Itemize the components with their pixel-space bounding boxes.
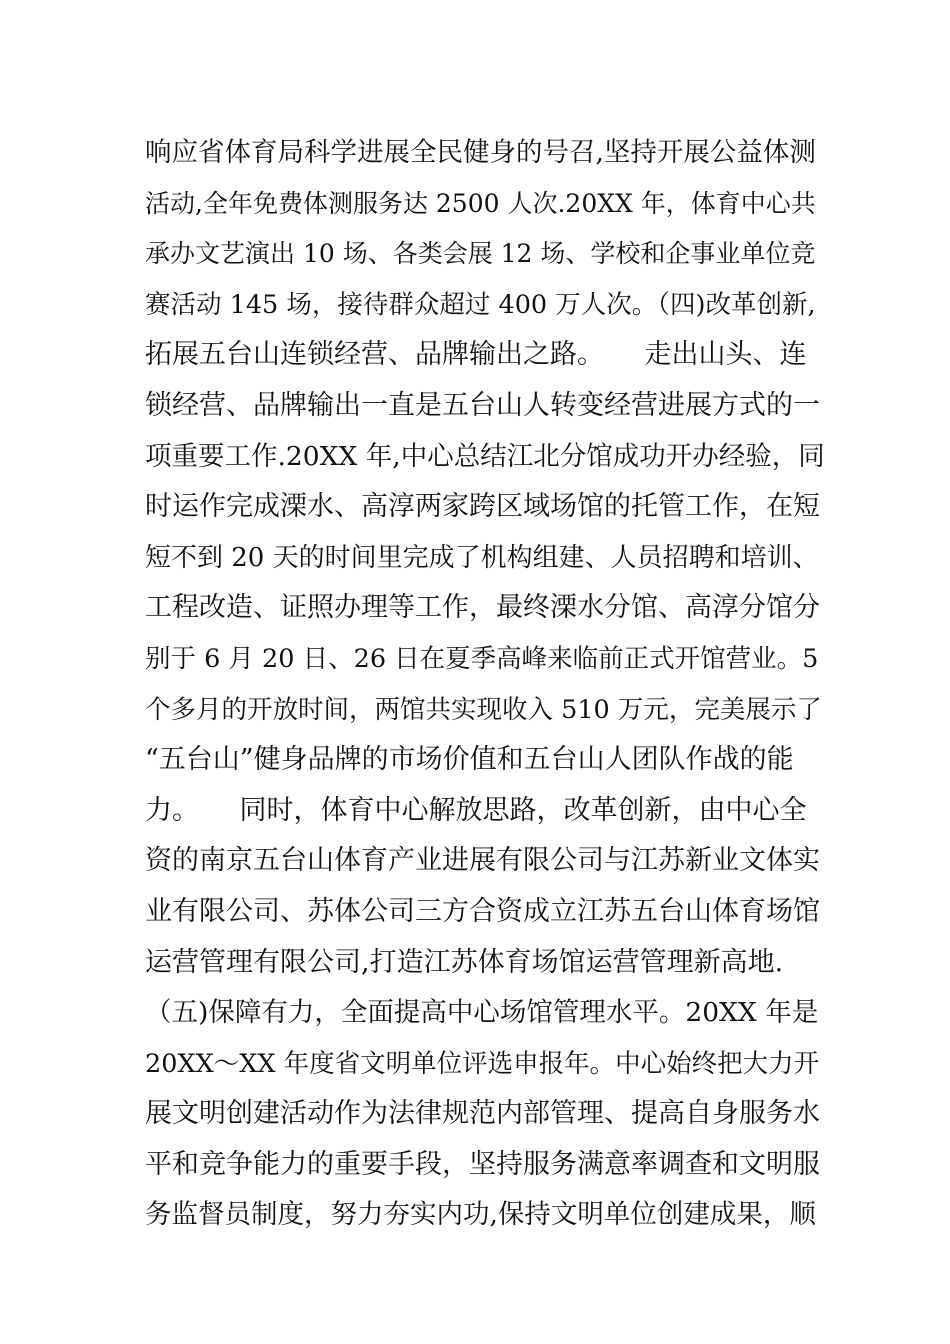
text-line-13: “五台山”健身品牌的市场价值和五台山人团队作战的能 [145,744,794,776]
text-line-21: 平和竞争能力的重要手段，坚持服务满意率调查和文明服 [145,1148,820,1180]
text-line-17: 运营管理有限公司,打造江苏体育场馆运营管理新高地. [145,946,784,978]
body-text [145,128,825,1241]
text-line-20: 展文明创建活动作为法律规范内部管理、提高自身服务水 [145,1098,820,1130]
text-line-12: 个多月的开放时间，两馆共实现收入 510 万元，完美展示了 [145,694,822,725]
text-line-10: 工程改造、证照办理等工作，最终溧水分馆、高淳分馆分 [145,592,820,624]
text-line-1: 响应省体育局科学进展全民健身的号召,坚持开展公益体测 [145,137,816,168]
text-line-7: 项重要工作.20XX 年,中心总结江北分馆成功开办经验，同 [145,440,825,472]
text-line-5: 拓展五台山连锁经营、品牌输出之路。 走出山头、连 [145,339,807,371]
text-line-14: 力。 同时，体育中心解放思路，改革创新，由中心全 [145,794,807,826]
text-line-22: 务监督员制度，努力夯实内功,保持文明单位创建成果，顺 [145,1199,816,1231]
text-line-6: 锁经营、品牌输出一直是五台山人转变经营进展方式的一 [145,389,820,421]
text-line-11: 别于 6 月 20 日、26 日在夏季高峰来临前正式开馆营业。5 [145,643,819,674]
text-line-8: 时运作完成溧水、高淳两家跨区域场馆的托管工作，在短 [145,491,820,523]
text-line-15: 资的南京五台山体育产业进展有限公司与江苏新业文体实 [145,845,820,877]
text-line-4: 赛活动 145 场，接待群众超过 400 万人次。（四)改革创新, [145,289,816,320]
text-line-3: 承办文艺演出 10 场、各类会展 12 场、学校和企事业单位竞 [145,239,816,269]
text-line-9: 短不到 20 天的时间里完成了机构组建、人员招聘和培训、 [145,542,819,573]
text-line-19: 20XX～XX 年度省文明单位评选申报年。中心始终把大力开 [145,1048,820,1079]
text-line-16: 业有限公司、苏体公司三方合资成立江苏五台山体育场馆 [145,895,820,927]
text-line-2: 活动,全年免费体测服务达 2500 人次.20XX 年，体育中心共 [145,188,816,218]
text-line-18: （五)保障有力，全面提高中心场馆管理水平。20XX 年是 [145,997,819,1029]
